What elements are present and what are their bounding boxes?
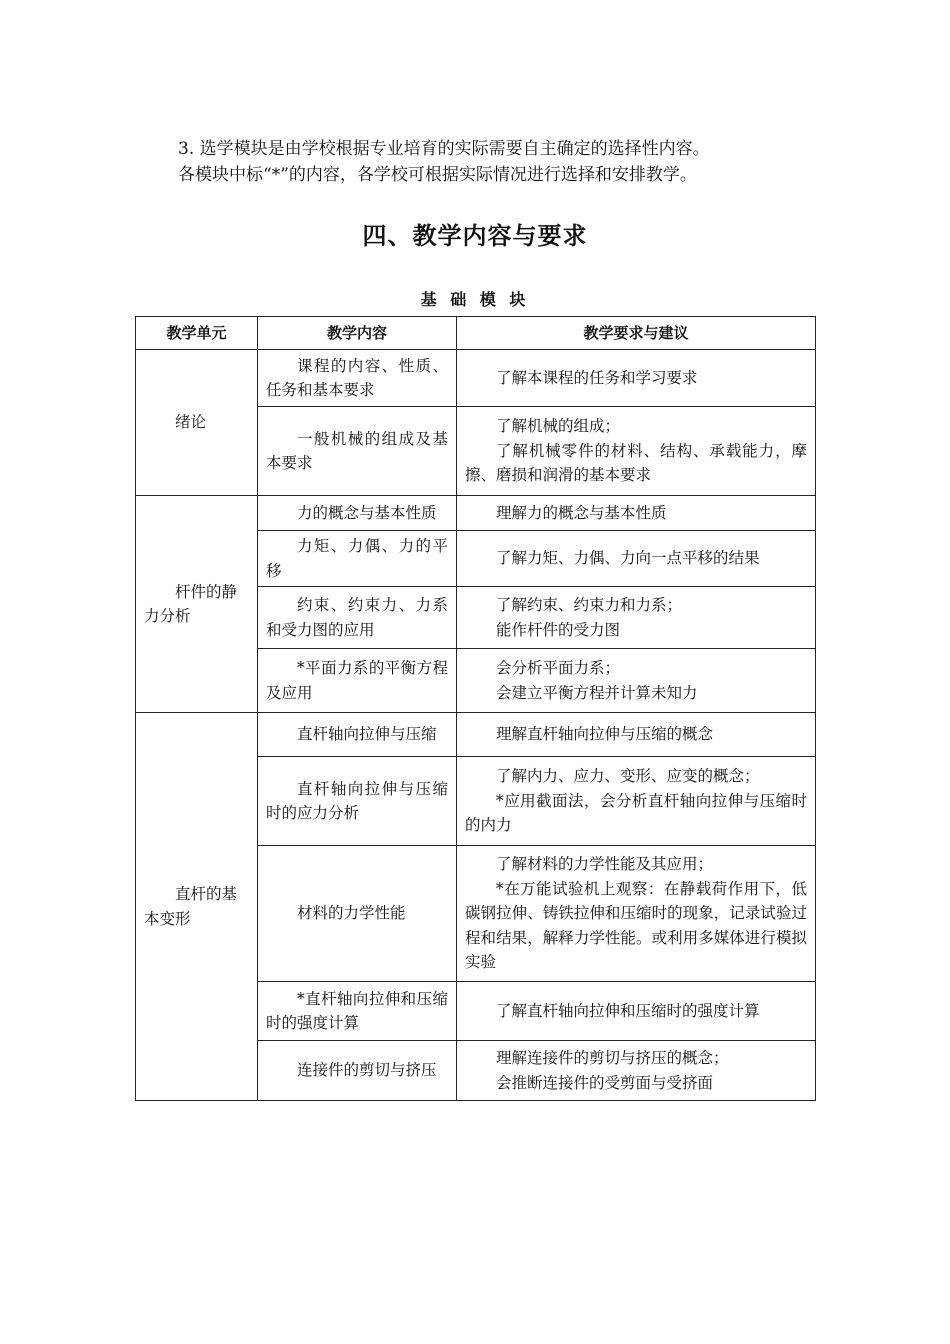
basic-module-table — [135, 316, 816, 1101]
requirement-line: 能作杆件的受力图 — [496, 620, 621, 639]
content-cell: 材料的力学性能 — [258, 846, 457, 982]
requirement-line: 理解力的概念与基本性质 — [496, 503, 667, 522]
section-title: 四、教学内容与要求 — [362, 222, 588, 250]
requirement-line: 了解直杆轴向拉伸和压缩时的强度计算 — [496, 1001, 760, 1020]
content-cell: 课程的内容、性质、任务和基本要求 — [258, 350, 457, 407]
table-header-row — [136, 317, 816, 350]
requirement-line: 了解约束、约束力和力系； — [496, 596, 683, 614]
requirement-line: 会分析平面力系； — [496, 659, 621, 677]
header-requirements: 教学要求与建议 — [457, 317, 816, 350]
content-cell: *直杆轴向拉伸和压缩时的强度计算 — [258, 982, 457, 1041]
header-unit: 教学单元 — [136, 317, 258, 350]
requirement-line: *在万能试验机上观察：在静载荷作用下，低碳钢拉伸、铸铁拉伸和压缩时的现象，记录试验过程和结果，解释力学性能。或利用多媒体进行模拟实验 — [465, 879, 807, 972]
requirement-cell — [457, 649, 816, 713]
table-row — [136, 713, 816, 757]
content-cell: 约束、约束力、力系和受力图的应用 — [258, 587, 457, 649]
content-cell: 力的概念与基本性质 — [258, 496, 457, 531]
requirement-cell — [457, 587, 816, 649]
requirement-cell — [457, 1041, 816, 1101]
content-cell: 一般机械的组成及基本要求 — [258, 407, 457, 496]
requirement-line: 理解连接件的剪切与挤压的概念； — [496, 1049, 729, 1067]
unit-cell: 直杆的基本变形 — [136, 713, 258, 1101]
requirement-line: 理解直杆轴向拉伸与压缩的概念 — [496, 725, 714, 744]
intro-line-2: 各模块中标“*”的内容，各学校可根据实际情况进行选择和安排教学。 — [178, 165, 697, 185]
header-content: 教学内容 — [258, 317, 457, 350]
intro-notes — [178, 136, 818, 188]
requirement-cell — [457, 713, 816, 757]
intro-line-1: 3. 选学模块是由学校根据专业培育的实际需要自主确定的选择性内容。 — [178, 139, 710, 159]
content-cell: 直杆轴向拉伸与压缩时的应力分析 — [258, 757, 457, 846]
table-caption: 基 础 模 块 — [420, 290, 530, 309]
table-row — [136, 350, 816, 407]
requirement-cell — [457, 757, 816, 846]
requirement-line: 会建立平衡方程并计算未知力 — [496, 683, 698, 702]
content-cell: 直杆轴向拉伸与压缩 — [258, 713, 457, 757]
content-cell: 力矩、力偶、力的平移 — [258, 531, 457, 587]
requirement-cell — [457, 407, 816, 496]
requirement-cell — [457, 350, 816, 407]
requirement-cell — [457, 846, 816, 982]
requirement-line: 了解内力、应力、变形、应变的概念； — [496, 767, 760, 786]
requirement-line: 了解机械零件的材料、结构、承载能力，摩擦、磨损和润滑的基本要求 — [465, 441, 807, 485]
requirement-line: 了解机械的组成； — [496, 417, 621, 436]
requirement-line: 了解本课程的任务和学习要求 — [496, 368, 698, 387]
requirement-line: 会推断连接件的受剪面与受挤面 — [496, 1073, 714, 1092]
requirement-line: 了解力矩、力偶、力向一点平移的结果 — [496, 549, 760, 568]
requirement-line: 了解材料的力学性能及其应用； — [496, 855, 714, 874]
table-row — [136, 496, 816, 531]
requirement-cell — [457, 496, 816, 531]
unit-cell: 绪论 — [136, 350, 258, 496]
content-cell: 连接件的剪切与挤压 — [258, 1041, 457, 1101]
requirement-cell — [457, 531, 816, 587]
unit-cell: 杆件的静力分析 — [136, 496, 258, 713]
requirement-cell — [457, 982, 816, 1041]
requirement-line: *应用截面法，会分析直杆轴向拉伸与压缩时的内力 — [465, 791, 807, 835]
content-cell: *平面力系的平衡方程及应用 — [258, 649, 457, 713]
